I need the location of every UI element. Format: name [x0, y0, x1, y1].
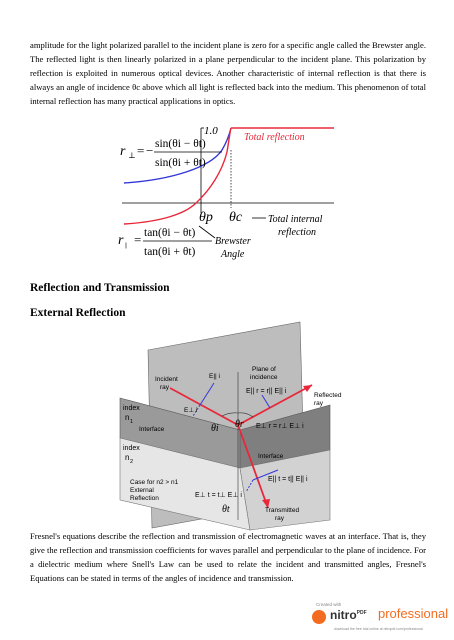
label-e-perp-i: E⊥ i [184, 407, 198, 414]
label-one: 1.0 [204, 125, 218, 137]
r-par-symbol: r [118, 233, 124, 248]
label-e-perp-t: E⊥ t = t⊥ E⊥ i [195, 492, 242, 499]
r-perp-symbol: r [120, 144, 126, 159]
r-par-numerator: tan(θi − θt) [144, 227, 196, 239]
label-n2-sub: 2 [130, 459, 134, 465]
label-interface-right: Interface [258, 453, 284, 460]
label-e-par-r: E|| r = r|| E|| i [246, 388, 287, 395]
logo-brand [330, 608, 367, 622]
label-e-par-i: E|| i [209, 373, 220, 380]
label-reflected: Reflected [314, 392, 342, 399]
r-par-denominator: tan(θi + θt) [144, 246, 196, 258]
label-n2: n [125, 453, 130, 462]
label-interface-left: Interface [139, 426, 165, 433]
label-theta-p: θp [199, 210, 213, 225]
label-transmitted-ray: ray [275, 515, 285, 522]
label-total-reflection: Total reflection [244, 132, 305, 143]
label-incident-ray: ray [160, 384, 170, 391]
label-incident: Incident [155, 376, 178, 383]
r-perp-numerator: sin(θi − θt) [155, 138, 206, 150]
logo-professional: professional [378, 606, 449, 621]
logo-brand-text: nitro [330, 608, 357, 622]
label-index-1: index [123, 405, 140, 412]
label-n1-sub: 1 [130, 419, 134, 425]
logo-download: download the free trial online at nitropdf.com/professional [334, 627, 423, 631]
label-plane-of: Plane of [252, 366, 276, 373]
label-theta-r: θr [235, 419, 244, 430]
r-perp-subscript: ⊥ [128, 151, 136, 160]
label-theta-t: θt [222, 504, 230, 515]
nitro-pdf-logo [308, 602, 448, 636]
r-par-subscript: || [125, 243, 128, 249]
label-reflection: Reflection [130, 495, 159, 502]
paragraph-brewster: amplitude for the light polarized parallel to the incident plane is zero for a specific angle called the Brewster angle. The reflected light is then linearly polarized in a plane perpendicular to the incident plane. This polarization by reflection is exploited in numerous optical devices. Another characteristic of internal reflection is that there is always an angle of incidence θc above which all light is reflected back into the medium. This phenomenon of total internal reflection has many practical applications in optics. [30, 40, 426, 106]
nitro-badge-icon [312, 610, 326, 624]
label-angle: Angle [221, 249, 245, 260]
label-case: Case for n2 > n1 [130, 479, 179, 486]
label-reflection: reflection [278, 227, 316, 238]
r-perp-minus: − [146, 143, 154, 158]
label-index-2: index [123, 445, 140, 452]
label-n1: n [125, 413, 130, 422]
logo-pdf: PDF [356, 610, 367, 616]
label-e-par-t: E|| t = t|| E|| i [268, 476, 308, 483]
label-theta-c: θc [229, 210, 243, 225]
label-external: External [130, 487, 154, 494]
heading-reflection-transmission: Reflection and Transmission [30, 282, 170, 294]
label-total-internal: Total internal [268, 214, 323, 225]
label-e-perp-r: E⊥ r = r⊥ E⊥ i [256, 423, 304, 430]
label-brewster: Brewster [215, 236, 251, 247]
r-perp-equals: = [137, 143, 145, 158]
r-par-equals: = [134, 232, 142, 247]
label-theta-i: θi [211, 423, 219, 434]
label-transmitted: Transmitted [265, 507, 300, 514]
heading-external-reflection: External Reflection [30, 307, 126, 319]
paragraph-fresnel: Fresnel's equations describe the reflection and transmission of electromagnetic waves at an interface. That is, they give the reflection and transmission coefficients for waves parallel and perpendicular to the plane of incidence. For a dielectric medium where Snell's Law can be used to relate the incident and transmitted angles, Fresnel's Equations can be stated in terms of the angles of incidence and transmission. [30, 531, 426, 583]
r-perp-denominator: sin(θi + θt) [155, 157, 206, 169]
logo-created-with: Created with [316, 602, 342, 607]
label-reflected-ray: ray [314, 400, 324, 407]
label-incidence: incidence [250, 374, 278, 381]
